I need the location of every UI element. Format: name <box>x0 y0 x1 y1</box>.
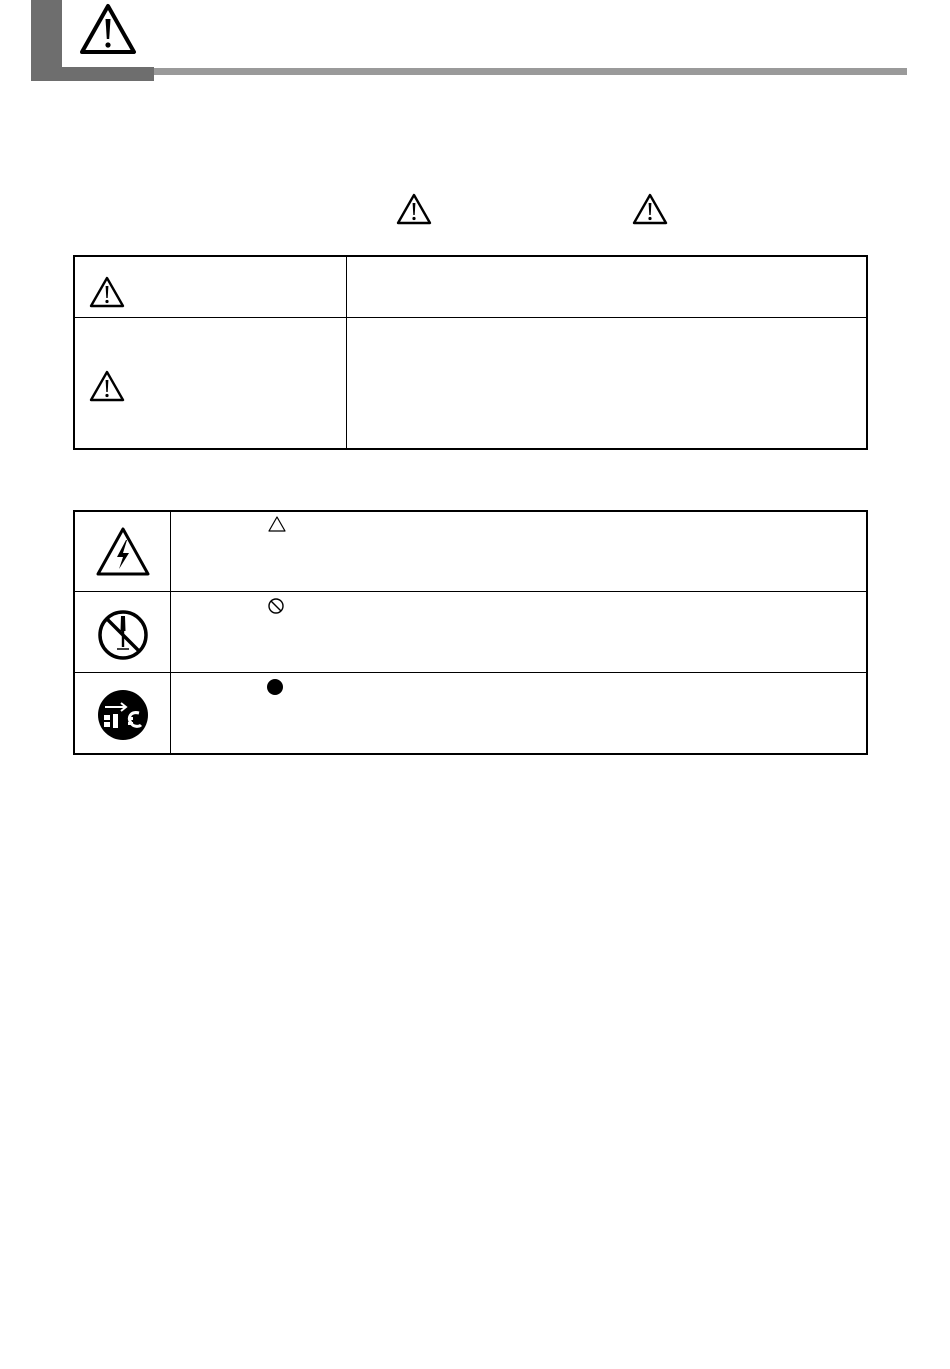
warning-triangle-icon <box>79 2 137 56</box>
table-divider <box>346 257 347 448</box>
warning-triangle-icon <box>89 370 125 403</box>
table-divider <box>75 317 866 318</box>
warning-triangle-icon <box>396 193 432 226</box>
pictograph-table <box>73 510 868 755</box>
warning-triangle-icon <box>632 193 668 226</box>
prohibition-circle-icon <box>267 597 285 615</box>
signal-word-table <box>73 255 868 450</box>
triangle-outline-icon <box>268 515 286 533</box>
unplug-power-icon <box>95 687 151 743</box>
no-disassembly-icon <box>95 607 151 663</box>
filled-circle-icon <box>266 678 284 696</box>
table-divider <box>75 672 866 673</box>
electric-shock-triangle-icon <box>95 524 151 580</box>
section-header-rule <box>154 68 907 75</box>
table-divider <box>170 512 171 753</box>
table-divider <box>75 591 866 592</box>
warning-triangle-icon <box>89 276 125 309</box>
